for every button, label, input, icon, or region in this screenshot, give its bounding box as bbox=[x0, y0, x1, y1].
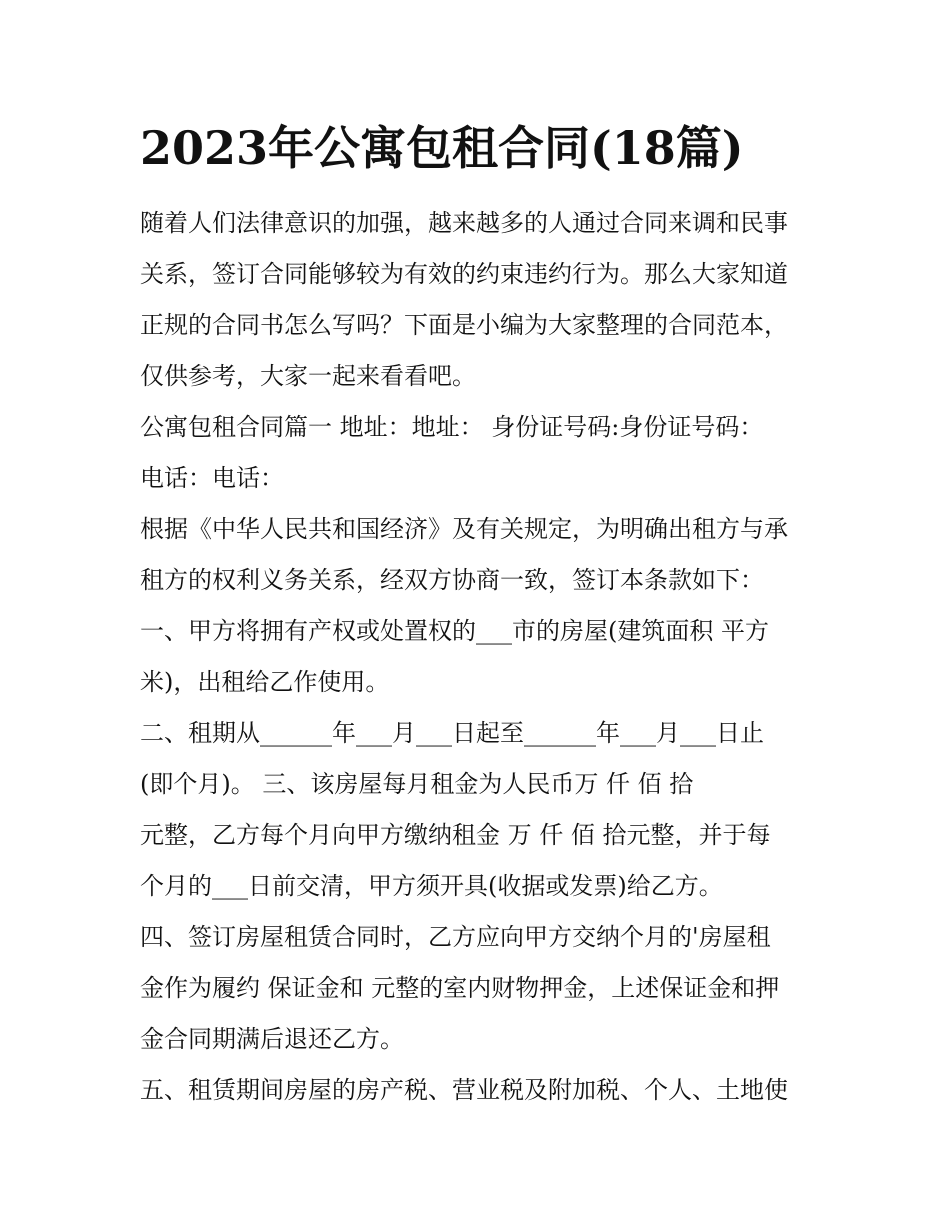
paragraph-line-1: 随着人们法律意识的加强，越来越多的人通过合同来调和民事 bbox=[140, 209, 788, 237]
paragraph-line-17: 金合同期满后退还乙方。 bbox=[140, 1025, 404, 1053]
paragraph-line-2: 关系，签订合同能够较为有效的约束违约行为。那么大家知道 bbox=[140, 260, 788, 288]
paragraph-line-7: 根据《中华人民共和国经济》及有关规定，为明确出租方与承 bbox=[140, 515, 788, 543]
paragraph-line-12: (即个月)。 三、该房屋每月租金为人民币万 仟 佰 拾 bbox=[140, 770, 694, 798]
paragraph-line-8: 租方的权利义务关系，经双方协商一致，签订本条款如下： bbox=[140, 566, 764, 594]
paragraph-line-6: 电话：电话： bbox=[140, 464, 284, 492]
document-title: 2023年公寓包租合同(18篇) bbox=[140, 121, 744, 175]
document-body bbox=[140, 198, 830, 1116]
paragraph-line-18: 五、租赁期间房屋的房产税、营业税及附加税、个人、土地使 bbox=[140, 1076, 788, 1104]
paragraph-line-9: 一、甲方将拥有产权或处置权的___市的房屋(建筑面积 平方 bbox=[140, 617, 769, 645]
paragraph-line-5: 公寓包租合同篇一 地址：地址： 身份证号码:身份证号码： bbox=[140, 413, 764, 441]
paragraph-line-11: 二、租期从______年___月___日起至______年___月___日止 bbox=[140, 719, 764, 747]
paragraph-line-16: 金作为履约 保证金和 元整的室内财物押金，上述保证金和押 bbox=[140, 974, 780, 1002]
paragraph-line-4: 仅供参考，大家一起来看看吧。 bbox=[140, 362, 476, 390]
paragraph-line-3: 正规的合同书怎么写吗？下面是小编为大家整理的合同范本， bbox=[140, 311, 788, 339]
paragraph-line-13: 元整，乙方每个月向甲方缴纳租金 万 仟 佰 拾元整，并于每 bbox=[140, 821, 771, 849]
paragraph-line-10: 米)，出租给乙作使用。 bbox=[140, 668, 390, 696]
paragraph-line-14: 个月的___日前交清，甲方须开具(收据或发票)给乙方。 bbox=[140, 872, 723, 900]
paragraph-line-15: 四、签订房屋租赁合同时，乙方应向甲方交纳个月的'房屋租 bbox=[140, 923, 771, 951]
